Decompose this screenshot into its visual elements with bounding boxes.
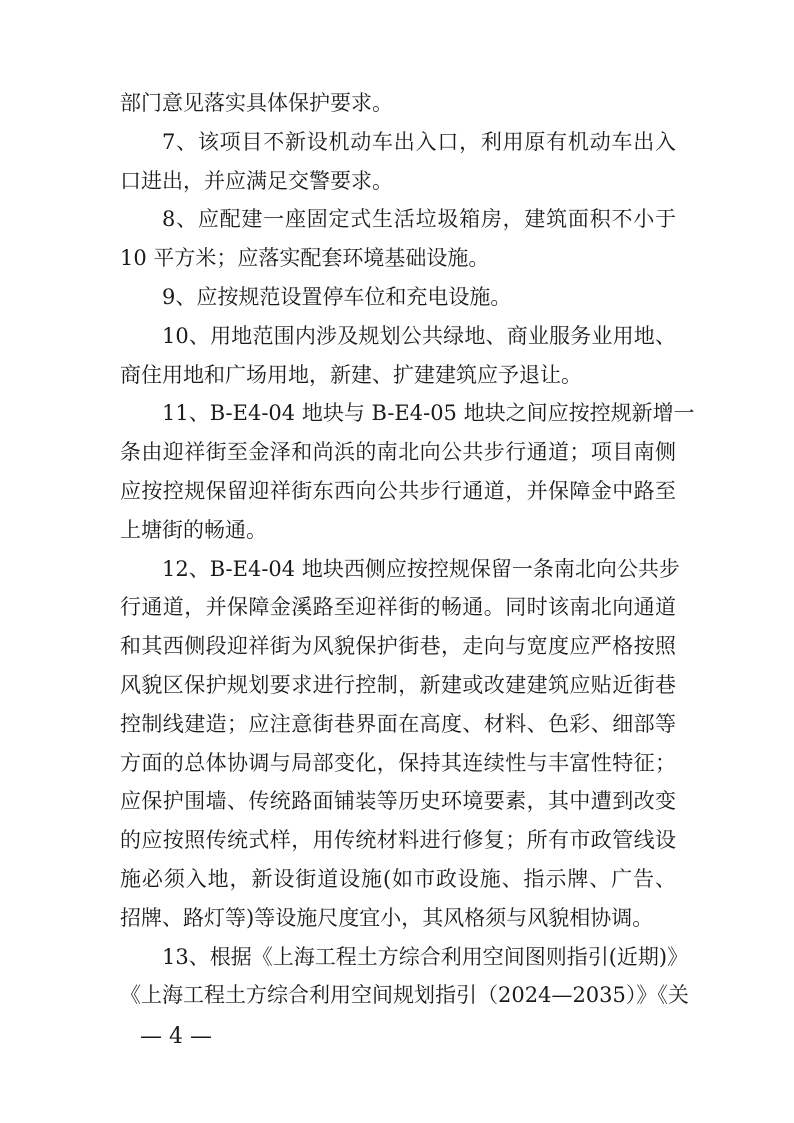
text-line: 12、B-E4-04 地块西侧应按控规保留一条南北向公共步 — [162, 556, 680, 581]
text-line: 风貌区保护规划要求进行控制，新建或改建建筑应贴近街巷 — [120, 672, 676, 697]
text-line: 11、B-E4-04 地块与 B-E4-05 地块之间应按控规新增一 — [162, 401, 695, 426]
text-line: 上塘街的畅通。 — [120, 517, 267, 542]
text-line: 部门意见落实具体保护要求。 — [120, 91, 393, 115]
text-line: 应保护围墙、传统路面铺装等历史环境要素，其中遭到改变 — [120, 789, 676, 814]
text-line: 和其西侧段迎祥街为风貌保护街巷，走向与宽度应严格按照 — [120, 634, 676, 659]
text-line: 9、应按规范设置停车位和充电设施。 — [162, 284, 512, 309]
text-line: 7、该项目不新设机动车出入口，利用原有机动车出入 — [162, 129, 676, 154]
document-body — [120, 84, 695, 1015]
text-line: 施必须入地，新设街道设施(如市政设施、指示牌、广告、 — [120, 866, 676, 891]
text-line: 13、根据《上海工程土方综合利用空间图则指引(近期)》 — [162, 944, 689, 969]
text-line: 《上海工程土方综合利用空间规划指引（2024—2035）》《关 — [120, 983, 689, 1008]
text-line: 条由迎祥街至金泽和尚浜的南北向公共步行通道；项目南侧 — [120, 440, 676, 465]
text-line: 方面的总体协调与局部变化，保持其连续性与丰富性特征； — [120, 750, 676, 775]
text-line: 口进出，并应满足交警要求。 — [120, 168, 393, 193]
text-line: 的应按照传统式样，用传统材料进行修复；所有市政管线设 — [120, 828, 676, 853]
text-line: 应按控规保留迎祥街东西向公共步行通道，并保障金中路至 — [120, 478, 676, 503]
text-line: 控制线建造；应注意街巷界面在高度、材料、色彩、细部等 — [120, 711, 676, 736]
text-line: 10、用地范围内涉及规划公共绿地、商业服务业用地、 — [162, 323, 676, 348]
text-line: 10 平方米；应落实配套环境基础设施。 — [120, 246, 490, 271]
text-line: 8、应配建一座固定式生活垃圾箱房，建筑面积不小于 — [162, 207, 676, 232]
text-line: 行通道，并保障金溪路至迎祥街的畅通。同时该南北向通道 — [120, 595, 676, 620]
text-line: 招牌、路灯等)等设施尺度宜小，其风格须与风貌相协调。 — [120, 905, 654, 930]
text-line: 商住用地和广场用地，新建、扩建建筑应予退让。 — [120, 362, 582, 387]
page-number: — 4 — — [140, 1024, 212, 1049]
